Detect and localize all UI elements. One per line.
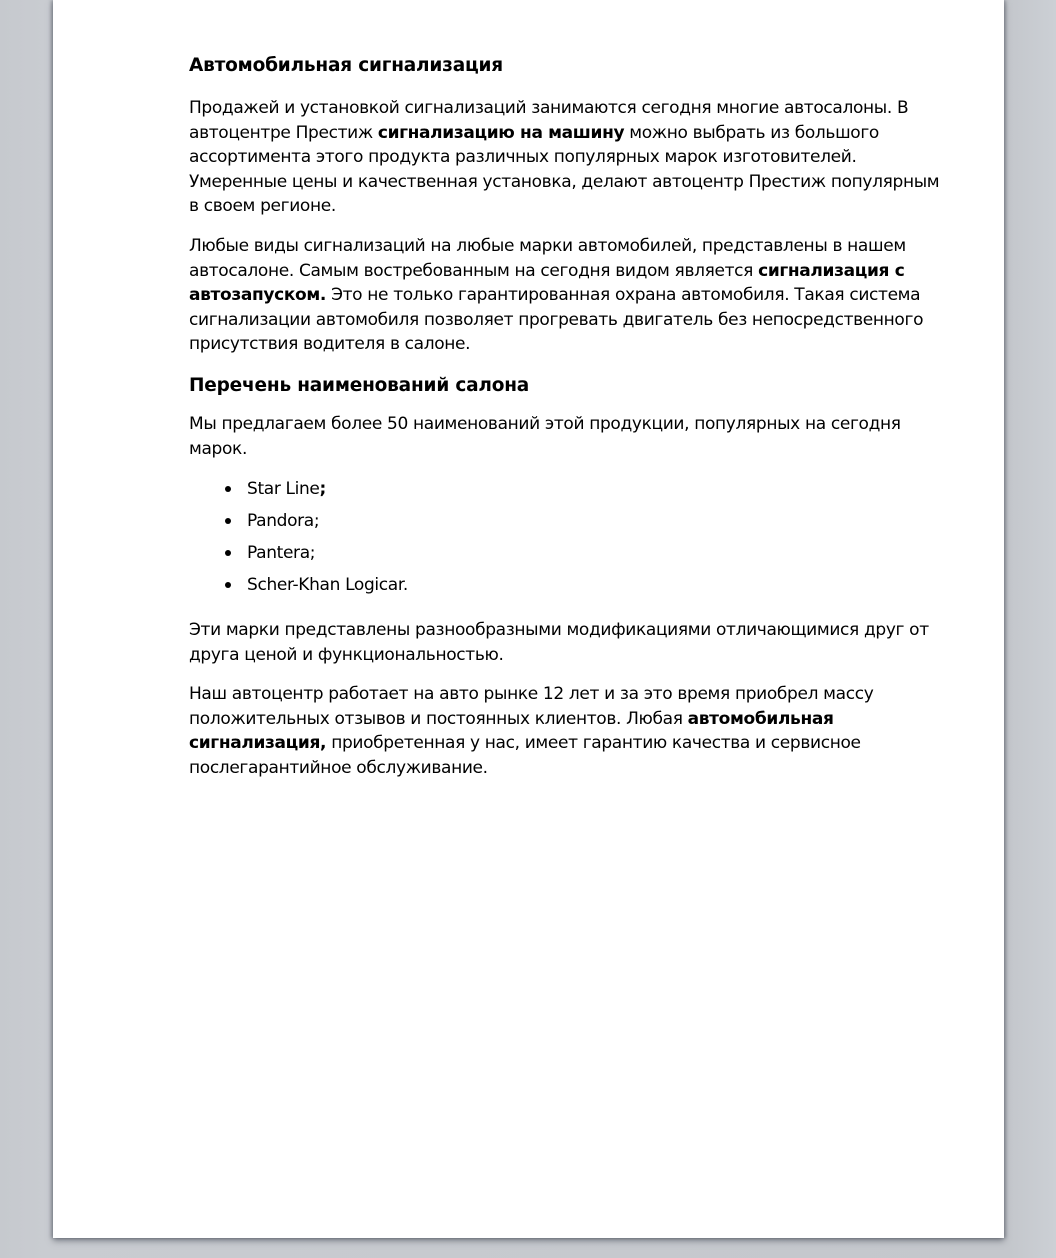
text: Это не только гарантированная охрана автомобиля. Такая система сигнализации автомобиля позволяет прогревать двигатель без непосредственного присутствия водителя в салоне. <box>189 285 924 355</box>
paragraph-offer: Мы предлагаем более 50 наименований этой продукции, популярных на сегодня марок. <box>189 413 901 459</box>
text: Продажей и установкой сигнализаций занимаются сегодня многие автосалоны. В автоцентре Престиж <box>189 98 909 143</box>
bold-text: сигнализация с автозапуском. <box>189 260 905 306</box>
paragraph-modifications: Эти марки представлены разнообразными модификациями отличающимися друг от друга ценой и функциональностью. <box>189 620 929 665</box>
list-item <box>189 477 949 502</box>
list-item <box>189 541 949 566</box>
heading-brand-list: Перечень наименований салона <box>189 374 530 396</box>
text: приобретенная у нас, имеет гарантию качества и сервисное послегарантийное обслуживание. <box>189 733 861 778</box>
list-item <box>189 509 949 534</box>
text: Любые виды сигнализаций на любые марки автомобилей, представлены в нашем автосалоне. Самым востребованным на сегодня видом является <box>189 235 906 281</box>
text: можно выбрать из большого ассортимента этого продукта различных популярных марок изготовителей. Умеренные цены и качественная установка, делают автоцентр Престиж популярным в своем регионе. <box>189 122 940 217</box>
brand-name: Pantera; <box>247 543 316 564</box>
text: Наш автоцентр работает на авто рынке 12 лет и за это время приобрел массу положительных отзывов и постоянных клиентов. Любая <box>189 684 874 729</box>
bold-link-text: сигнализацию на машину <box>377 122 625 143</box>
brand-list <box>189 477 949 598</box>
paragraph-warranty <box>189 682 949 780</box>
document-body <box>189 52 949 796</box>
bullet-icon <box>225 582 231 588</box>
brand-suffix: ; <box>319 479 326 500</box>
paragraph-intro <box>189 96 949 219</box>
list-item <box>189 573 949 598</box>
bullet-icon <box>225 486 231 492</box>
brand-name: Scher-Khan Logicar. <box>247 575 408 596</box>
bullet-icon <box>225 518 231 524</box>
document-page <box>53 0 1004 1238</box>
paragraph-autostart <box>189 234 949 357</box>
bold-text: автомобильная сигнализация, <box>189 708 834 754</box>
brand-name: Star Line <box>247 479 320 500</box>
heading-car-alarm: Автомобильная сигнализация <box>189 55 503 76</box>
brand-name: Pandora; <box>247 511 320 532</box>
bullet-icon <box>225 550 231 556</box>
